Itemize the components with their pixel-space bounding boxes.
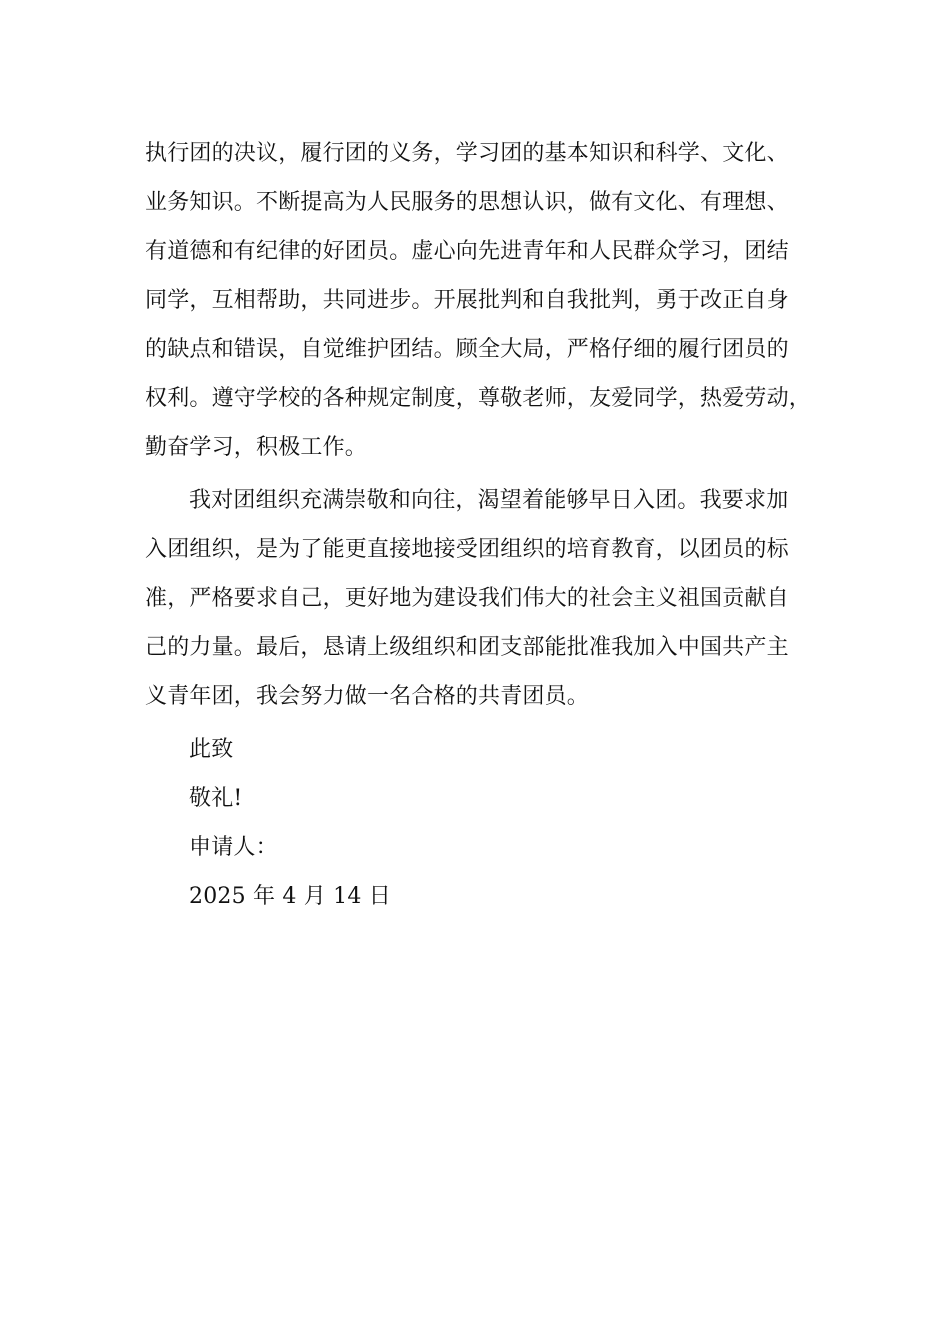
paragraph-1-line-4: 同学，互相帮助，共同进步。开展批判和自我批判，勇于改正自身 xyxy=(145,288,789,313)
paragraph-1-line-3: 有道德和有纪律的好团员。虚心向先进青年和人民群众学习，团结 xyxy=(145,239,789,264)
paragraph-1-line-6: 权利。遵守学校的各种规定制度，尊敬老师，友爱同学，热爱劳动， xyxy=(145,386,812,411)
paragraph-2-line-2: 入团组织，是为了能更直接地接受团组织的培育教育，以团员的标 xyxy=(145,537,789,562)
salute-text: 敬礼! xyxy=(189,786,243,811)
paragraph-2-line-1: 我对团组织充满崇敬和向往，渴望着能够早日入团。我要求加 xyxy=(189,488,789,513)
closing-text: 此致 xyxy=(189,737,234,762)
paragraph-2-line-5: 义青年团，我会努力做一名合格的共青团员。 xyxy=(145,684,590,709)
paragraph-1-line-7: 勤奋学习，积极工作。 xyxy=(145,435,368,460)
paragraph-1-line-1: 执行团的决议，履行团的义务，学习团的基本知识和科学、文化、 xyxy=(145,141,789,166)
applicant-label: 申请人： xyxy=(189,835,278,860)
date-text: 2025 年 4 月 14 日 xyxy=(189,884,391,909)
paragraph-2-line-3: 准，严格要求自己，更好地为建设我们伟大的社会主义祖国贡献自 xyxy=(145,586,789,611)
paragraph-1-line-2: 业务知识。不断提高为人民服务的思想认识，做有文化、有理想、 xyxy=(145,190,789,215)
paragraph-2-line-4: 己的力量。最后，恳请上级组织和团支部能批准我加入中国共产主 xyxy=(145,635,789,660)
paragraph-1-line-5: 的缺点和错误，自觉维护团结。顾全大局，严格仔细的履行团员的 xyxy=(145,337,789,362)
